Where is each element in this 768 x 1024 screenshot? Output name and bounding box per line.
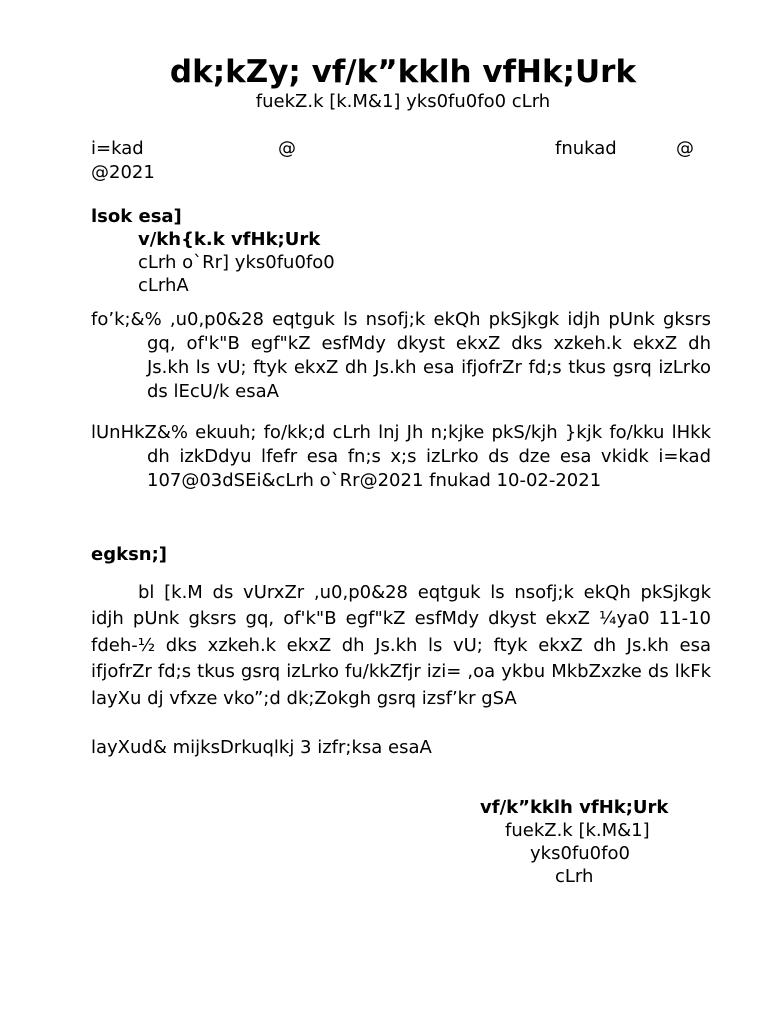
signature-place: cLrh [555, 866, 594, 887]
patrank-label: i=kad [91, 138, 144, 159]
subject-paragraph: fo’k;&% ,u0,p0&28 eqtguk ls nsofj;k ekQh pkSjkgk idjh pUnk gksrs gq, of'k"B egf"kZ esfMdy dkyst ekxZ dks xzkeh.k ekxZ dh Js.kh ls vU; ftyk ekxZ dh Js.kh esa ifjofrZr fd;s tkus gsrq izLrko ds lEcU/k esaA [91, 309, 711, 402]
signature-division: fuekZ.k [k.M&1] [505, 820, 650, 841]
signature-department: yks0fu0fo0 [530, 843, 630, 864]
addressee-office: cLrh o`Rr] yks0fu0fo0 [138, 252, 335, 273]
reference-line [91, 138, 697, 160]
addressee-designation: v/kh{k.k vfHk;Urk [138, 229, 321, 250]
salutation: egksn;] [91, 544, 168, 565]
office-title: dk;kZy; vf/k”kklh vfHk;Urk [169, 54, 637, 90]
reference-year: @2021 [91, 162, 155, 183]
addressee-place: cLrhA [138, 275, 189, 296]
office-subtitle: fuekZ.k [k.M&1] yks0fu0fo0 cLrh [255, 91, 551, 112]
date-label: fnukad [555, 138, 617, 159]
date-separator: @ [676, 138, 694, 159]
body-paragraph: bl [k.M ds vUrxZr ,u0,p0&28 eqtguk ls nsofj;k ekQh pkSjkgk idjh pUnk gksrs gq, of'k"B egf"kZ esfMdy dkyst ekxZ ¼ya0 11-10 fdeh-½ dks xzkeh.k ekxZ dh Js.kh ls vU; ftyk ekxZ dh Js.kh esa ifjofrZr fd;s tkus gsrq izLrko fu/kkZfjr izi= ,oa ykbu MkbZxzke ds lkFk layXu dj vfxze vko”;d dk;Zokgh gsrq izsf’kr gSA [91, 582, 711, 709]
reference-paragraph: lUnHkZ&% ekuuh; fo/kk;d cLrh lnj Jh n;kjke pkS/kjh }kjk fo/kku lHkk dh izkDdyu lfefr esa fn;s x;s izLrko ds dze esa vkidk i=kad 107@03dSEi&cLrh o`Rr@2021 fnukad 10-02-2021 [91, 422, 711, 491]
enclosure-line: layXud& mijksDrkuqlkj 3 izfr;ksa esaA [91, 737, 432, 758]
addressee-heading: lsok esa] [91, 206, 182, 227]
reference-separator: @ [278, 138, 296, 159]
signature-name: vf/k”kklh vfHk;Urk [480, 797, 669, 818]
